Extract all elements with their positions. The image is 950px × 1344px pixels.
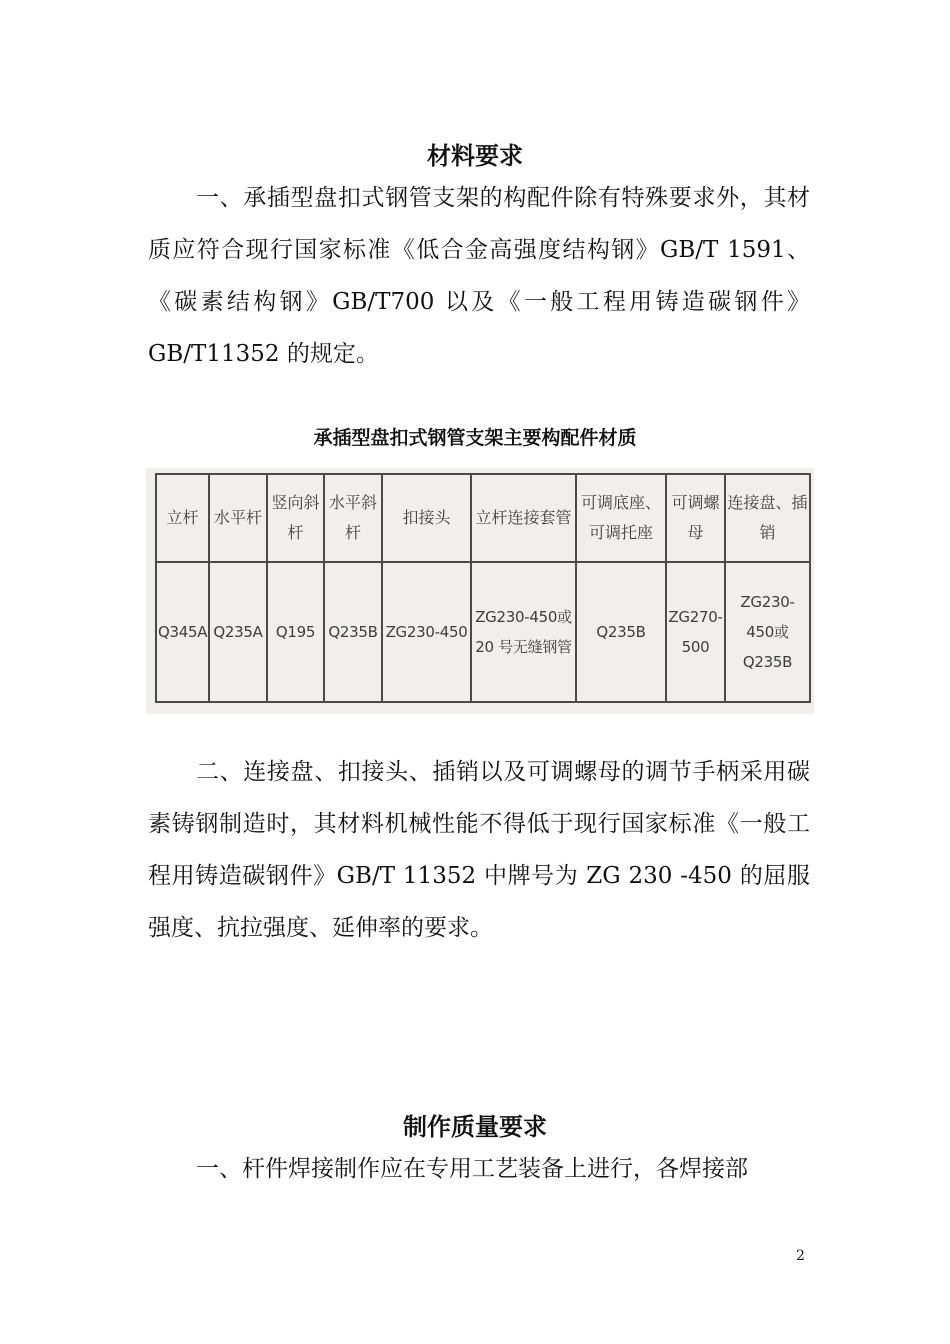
- header-cell: 水平斜杆: [324, 474, 382, 562]
- material-table-scan: [146, 468, 814, 714]
- table-caption: 承插型盘扣式钢管支架主要构配件材质: [313, 427, 637, 449]
- table-cell: Q235B: [324, 562, 382, 702]
- header-cell: 可调底座、可调托座: [576, 474, 666, 562]
- header-cell: 立杆连接套管: [471, 474, 576, 562]
- table-cell: ZG230-450或 20 号无缝钢管: [471, 562, 576, 702]
- table-cell: ZG230-450或 Q235B: [725, 562, 810, 702]
- paragraph-material-standards: 一、承插型盘扣式钢管支架的构配件除有特殊要求外，其材质应符合现行国家标准《低合金高强度结构钢》GB/T 1591、《碳素结构钢》GB/T700 以及《一般工程用铸造碳钢件》GB/T11352 的规定。: [148, 185, 810, 367]
- heading-material-requirements: 材料要求: [427, 141, 523, 170]
- header-cell: 竖向斜杆: [267, 474, 324, 562]
- table-cell: Q345A: [156, 562, 209, 702]
- material-table: [155, 473, 811, 703]
- heading-fabrication-quality: 制作质量要求: [403, 1112, 547, 1141]
- header-cell: 可调螺母: [666, 474, 725, 562]
- table-cell: ZG230-450: [382, 562, 471, 702]
- paragraph-cast-steel-requirements: 二、连接盘、扣接头、插销以及可调螺母的调节手柄采用碳素铸钢制造时，其材料机械性能不得低于现行国家标准《一般工程用铸造碳钢件》GB/T 11352 中牌号为 ZG 230 -450 的屈服强度、抗拉强度、延伸率的要求。: [148, 759, 810, 941]
- table-header-row: [156, 474, 810, 562]
- header-cell: 扣接头: [382, 474, 471, 562]
- page-number: 2: [796, 1248, 805, 1264]
- table-cell: ZG270-500: [666, 562, 725, 702]
- table-row: [156, 562, 810, 702]
- table-cell: Q195: [267, 562, 324, 702]
- table-cell: Q235A: [209, 562, 267, 702]
- header-cell: 立杆: [156, 474, 209, 562]
- header-cell: 连接盘、插销: [725, 474, 810, 562]
- header-cell: 水平杆: [209, 474, 267, 562]
- table-cell: Q235B: [576, 562, 666, 702]
- paragraph-welding: 一、杆件焊接制作应在专用工艺装备上进行，各焊接部: [196, 1156, 748, 1182]
